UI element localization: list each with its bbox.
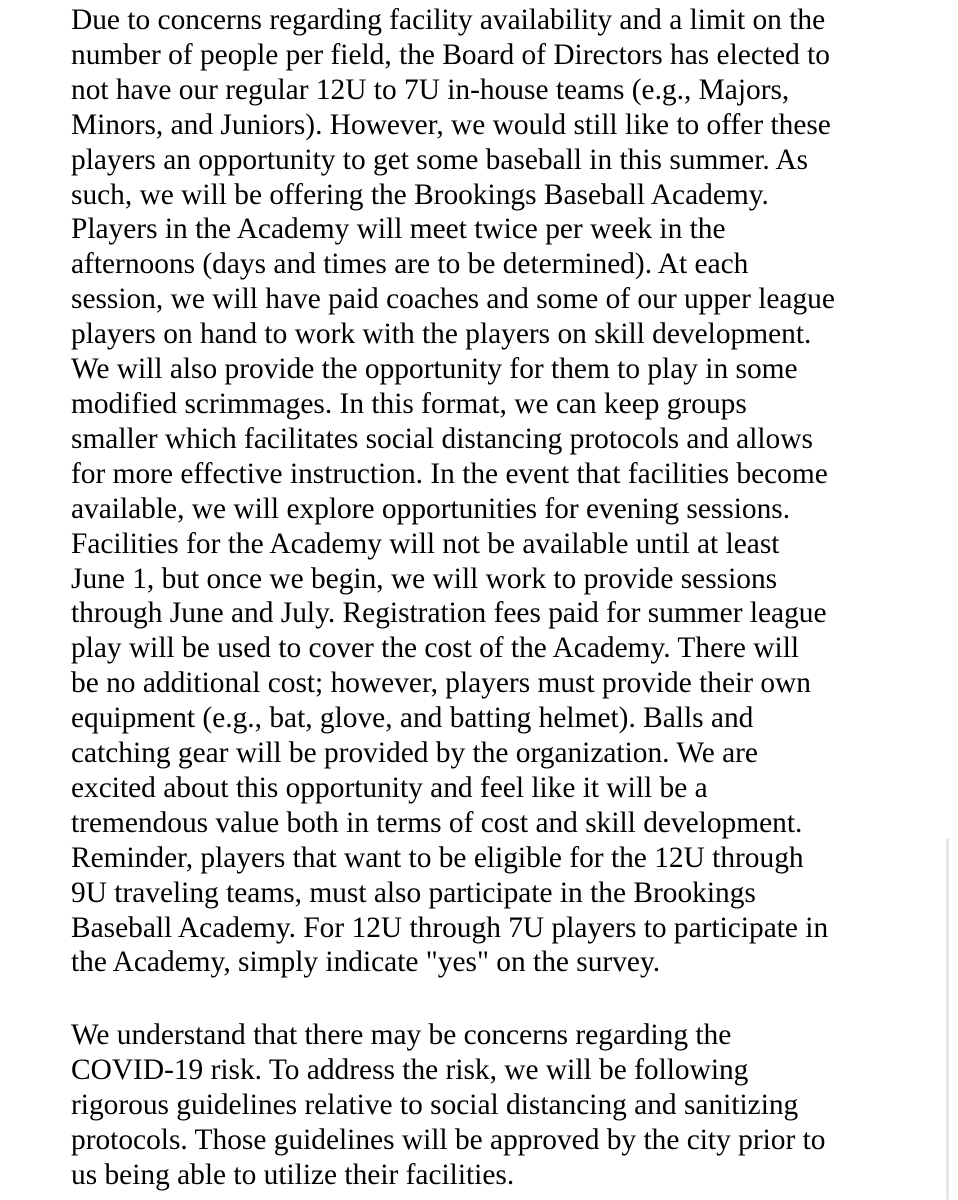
text-line: We will also provide the opportunity for them to play in some — [71, 353, 798, 386]
text-line: players an opportunity to get some baseball in this summer. As — [71, 143, 809, 176]
text-line: rigorous guidelines relative to social distancing and sanitizing — [71, 1089, 799, 1122]
text-line: not have our regular 12U to 7U in-house teams (e.g., Majors, — [71, 73, 790, 106]
text-line: play will be used to cover the cost of the Academy. There will — [71, 632, 800, 665]
text-line: equipment (e.g., bat, glove, and batting helmet). Balls and — [71, 702, 754, 735]
text-line: Due to concerns regarding facility availability and a limit on the — [71, 4, 826, 36]
text-line: session, we will have paid coaches and some of our upper league — [71, 283, 835, 316]
text-line: afternoons (days and times are to be determined). At each — [71, 248, 749, 281]
text-line: Players in the Academy will meet twice per week in the — [71, 213, 726, 246]
text-line: Minors, and Juniors). However, we would still like to offer these — [71, 108, 831, 141]
text-line: Baseball Academy. For 12U through 7U players to participate in — [71, 911, 829, 944]
text-line: modified scrimmages. In this format, we can keep groups — [71, 387, 747, 420]
text-line: through June and July. Registration fees paid for summer league — [71, 597, 827, 630]
scrollbar[interactable] — [946, 838, 949, 1200]
text-line: us being able to utilize their facilities. — [71, 1159, 515, 1191]
text-line: COVID-19 risk. To address the risk, we will be following — [71, 1054, 749, 1087]
text-line: be no additional cost; however, players must provide their own — [71, 667, 811, 700]
text-line: available, we will explore opportunities for evening sessions. — [71, 492, 791, 525]
text-line: tremendous value both in terms of cost and skill development. — [71, 806, 803, 839]
text-line: smaller which facilitates social distancing protocols and allows — [71, 422, 813, 455]
text-line: number of people per field, the Board of Directors has elected to — [71, 38, 830, 71]
text-line: June 1, but once we begin, we will work to provide sessions — [71, 562, 778, 595]
text-line: the Academy, simply indicate "yes" on the survey. — [71, 946, 661, 979]
text-line: 9U traveling teams, must also participate in the Brookings — [71, 876, 756, 909]
text-line: for more effective instruction. In the event that facilities become — [71, 457, 828, 490]
text-line: protocols. Those guidelines will be approved by the city prior to — [71, 1124, 826, 1157]
paragraph-covid — [71, 1015, 941, 1193]
text-line: excited about this opportunity and feel like it will be a — [71, 771, 708, 804]
text-line: Reminder, players that want to be eligible for the 12U through — [71, 841, 804, 874]
document-body — [71, 0, 941, 1193]
text-line: such, we will be offering the Brookings Baseball Academy. — [71, 178, 769, 211]
text-line: players on hand to work with the players on skill development. — [71, 318, 812, 351]
paragraph-spacer — [71, 980, 941, 1015]
text-line: We understand that there may be concerns regarding the — [71, 1019, 732, 1052]
paragraph-academy — [71, 0, 941, 980]
text-line: Facilities for the Academy will not be available until at least — [71, 527, 780, 560]
text-line: catching gear will be provided by the organization. We are — [71, 737, 758, 770]
